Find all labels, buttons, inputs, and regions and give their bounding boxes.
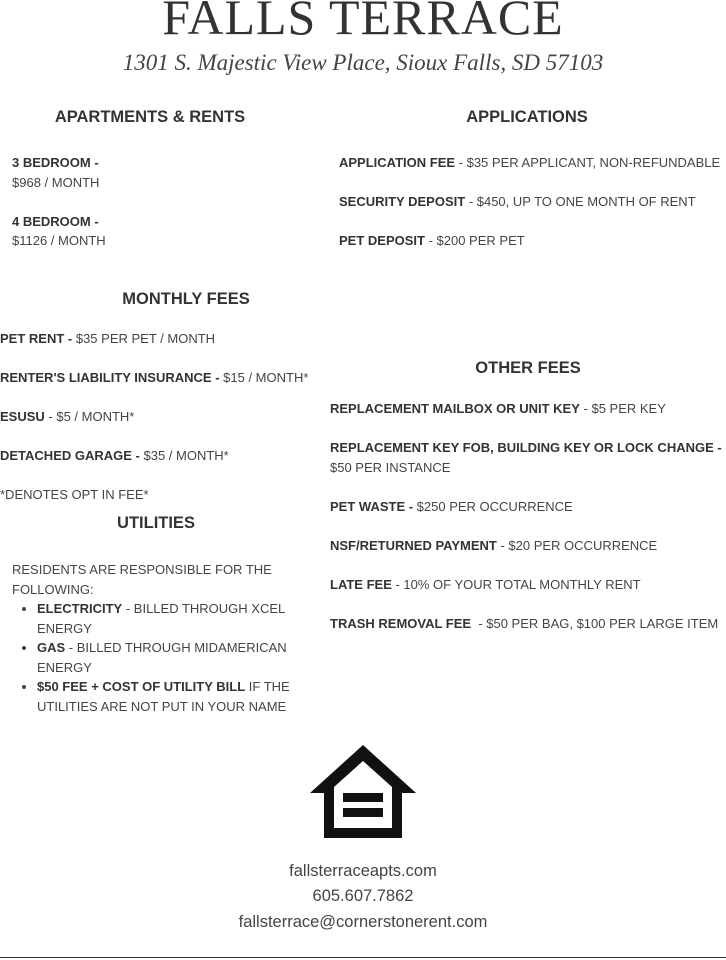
- list-item: $1126 / MONTH: [12, 233, 106, 248]
- list-item: • $50 FEE + COST OF UTILITY BILL IF THE UTILITIES ARE NOT PUT IN YOUR NAME: [37, 677, 312, 716]
- list-item: REPLACEMENT MAILBOX OR UNIT KEY - $5 PER KEY: [330, 401, 666, 416]
- opt-in-note: *DENOTES OPT IN FEE*: [0, 487, 149, 502]
- list-item: $968 / MONTH: [12, 174, 100, 190]
- list-item: $50 PER INSTANCE: [330, 459, 451, 475]
- other-fees-heading: OTHER FEES: [475, 359, 581, 377]
- list-item: • GAS - BILLED THROUGH MIDAMERICAN ENERGY: [37, 638, 312, 677]
- list-item: RENTER'S LIABILITY INSURANCE - $15 / MONTH*: [0, 370, 309, 385]
- utilities-section: [12, 560, 312, 716]
- list-item: REPLACEMENT KEY FOB, BUILDING KEY OR LOCK CHANGE -: [330, 440, 722, 455]
- email-link[interactable]: fallsterrace@cornerstonerent.com: [238, 913, 488, 931]
- utilities-heading: UTILITIES: [117, 514, 195, 532]
- bottom-divider: [0, 957, 726, 958]
- list-item: 4 BEDROOM -: [12, 213, 99, 229]
- list-item: 3 BEDROOM -: [12, 155, 99, 170]
- list-item: SECURITY DEPOSIT - $450, UP TO ONE MONTH OF RENT: [339, 194, 696, 209]
- apartments-list: [12, 153, 106, 251]
- list-item: • ELECTRICITY - BILLED THROUGH XCEL ENERGY: [37, 599, 312, 638]
- list-item: PET RENT - $35 PER PET / MONTH: [0, 331, 216, 346]
- list-item: NSF/RETURNED PAYMENT - $20 PER OCCURRENCE: [330, 537, 658, 553]
- apartments-heading: APARTMENTS & RENTS: [54, 108, 246, 126]
- list-item: ESUSU - $5 / MONTH*: [0, 409, 135, 424]
- page-title: FALLS TERRACE: [162, 0, 564, 45]
- equal-housing-opportunity-icon: [310, 745, 416, 838]
- property-address: 1301 S. Majestic View Place, Sioux Falls, SD 57103: [122, 50, 604, 75]
- utilities-intro: FOLLOWING:: [12, 581, 94, 597]
- list-item: PET DEPOSIT - $200 PER PET: [339, 233, 525, 248]
- list-item: APPLICATION FEE - $35 PER APPLICANT, NON-REFUNDABLE: [339, 155, 721, 170]
- applications-list: [339, 153, 720, 251]
- other-fees-list: [330, 399, 722, 633]
- list-item: TRASH REMOVAL FEE - $50 PER BAG, $100 PER LARGE ITEM: [330, 615, 719, 631]
- list-item: LATE FEE - 10% OF YOUR TOTAL MONTHLY RENT: [330, 576, 641, 592]
- utilities-intro: RESIDENTS ARE RESPONSIBLE FOR THE: [12, 562, 272, 577]
- list-item: PET WASTE - $250 PER OCCURRENCE: [330, 498, 573, 514]
- monthly-fees-list: [0, 329, 308, 505]
- monthly-fees-heading: MONTHLY FEES: [122, 290, 250, 308]
- utilities-list: [12, 599, 312, 716]
- list-item: DETACHED GARAGE - $35 / MONTH*: [0, 448, 229, 463]
- website-link[interactable]: fallsterraceapts.com: [289, 862, 437, 880]
- phone-number[interactable]: 605.607.7862: [312, 887, 414, 905]
- applications-heading: APPLICATIONS: [466, 108, 588, 126]
